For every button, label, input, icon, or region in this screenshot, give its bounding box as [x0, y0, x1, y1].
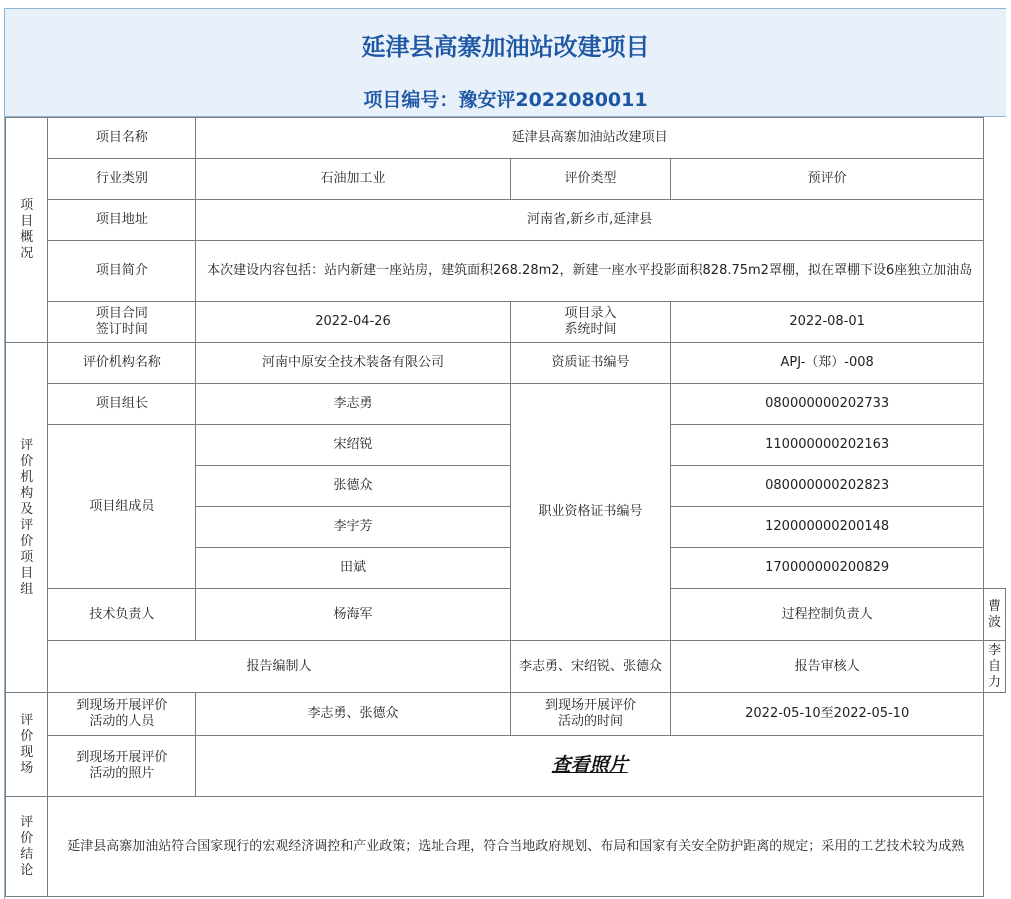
label-process-lead: 过程控制负责人 — [671, 589, 984, 641]
section-overview: 项目概况 — [6, 118, 48, 343]
label-project-name: 项目名称 — [48, 118, 196, 159]
label-onsite-photo: 到现场开展评价 活动的照片 — [48, 736, 196, 797]
label-onsite-time: 到现场开展评价 活动的时间 — [510, 693, 671, 736]
label-intro: 项目简介 — [48, 241, 196, 302]
value-report-author: 李志勇、宋绍锐、张德众 — [510, 641, 671, 693]
label-qual-cert: 职业资格证书编号 — [510, 384, 671, 641]
table-row — [6, 302, 1006, 343]
team-member-cert: 170000000200829 — [671, 548, 984, 589]
team-member-name: 李宇芳 — [196, 507, 510, 548]
photo-cell — [196, 736, 984, 797]
team-member-cert: 120000000200148 — [671, 507, 984, 548]
report-frame — [4, 8, 1006, 899]
value-contract-date: 2022-04-26 — [196, 302, 510, 343]
value-conclusion: 延津县高寨加油站符合国家现行的宏观经济调控和产业政策；选址合理，符合当地政府规划、布局和国家有关安全防护距离的规定；采用的工艺技术较为成熟 — [48, 797, 984, 897]
label-report-author: 报告编制人 — [48, 641, 510, 693]
table-row — [6, 159, 1006, 200]
label-onsite-people: 到现场开展评价 活动的人员 — [48, 693, 196, 736]
table-row — [6, 797, 1006, 897]
section-agency: 评价机构及评价项目组 — [6, 343, 48, 693]
value-agency-name: 河南中原安全技术装备有限公司 — [196, 343, 510, 384]
value-industry: 石油加工业 — [196, 159, 510, 200]
project-number: 项目编号：豫安评2022080011 — [363, 89, 648, 111]
table-row — [6, 693, 1006, 736]
label-cert-no: 资质证书编号 — [510, 343, 671, 384]
view-photos-link[interactable]: 查看照片 — [551, 753, 628, 776]
team-member-cert: 080000000202733 — [671, 384, 984, 425]
value-intro: 本次建设内容包括：站内新建一座站房，建筑面积268.28m2，新建一座水平投影面积828.75m2罩棚，拟在罩棚下设6座独立加油岛 — [196, 241, 984, 302]
team-member-cert: 110000000202163 — [671, 425, 984, 466]
value-eval-type: 预评价 — [671, 159, 984, 200]
value-entry-date: 2022-08-01 — [671, 302, 984, 343]
value-onsite-people: 李志勇、张德众 — [196, 693, 510, 736]
table-row — [6, 425, 1006, 466]
label-entry-date: 项目录入 系统时间 — [510, 302, 671, 343]
team-member-name: 李志勇 — [196, 384, 510, 425]
table-row — [6, 343, 1006, 384]
label-industry: 行业类别 — [48, 159, 196, 200]
report-header — [5, 9, 1006, 117]
section-onsite: 评价现场 — [6, 693, 48, 797]
team-member-cert: 080000000202823 — [671, 466, 984, 507]
table-row — [6, 589, 1006, 641]
label-report-reviewer: 报告审核人 — [671, 641, 984, 693]
value-project-name: 延津县高寨加油站改建项目 — [196, 118, 984, 159]
label-contract-date: 项目合同 签订时间 — [48, 302, 196, 343]
value-report-reviewer: 李自力 — [983, 641, 1005, 693]
label-eval-type: 评价类型 — [510, 159, 671, 200]
project-info-table — [5, 117, 1006, 897]
table-row — [6, 200, 1006, 241]
label-leader: 项目组长 — [48, 384, 196, 425]
value-tech-lead: 杨海军 — [196, 589, 510, 641]
label-agency-name: 评价机构名称 — [48, 343, 196, 384]
value-cert-no: APJ-（郑）-008 — [671, 343, 984, 384]
label-members: 项目组成员 — [48, 425, 196, 589]
team-member-name: 宋绍锐 — [196, 425, 510, 466]
label-address: 项目地址 — [48, 200, 196, 241]
team-member-name: 田斌 — [196, 548, 510, 589]
page-title: 延津县高寨加油站改建项目 — [361, 33, 650, 61]
value-address: 河南省,新乡市,延津县 — [196, 200, 984, 241]
section-conclusion: 评价结论 — [6, 797, 48, 897]
value-process-lead: 曹波 — [983, 589, 1005, 641]
table-row — [6, 736, 1006, 797]
table-row — [6, 241, 1006, 302]
label-tech-lead: 技术负责人 — [48, 589, 196, 641]
table-row — [6, 384, 1006, 425]
table-row — [6, 118, 1006, 159]
value-onsite-time: 2022-05-10至2022-05-10 — [671, 693, 984, 736]
team-member-name: 张德众 — [196, 466, 510, 507]
table-row — [6, 641, 1006, 693]
